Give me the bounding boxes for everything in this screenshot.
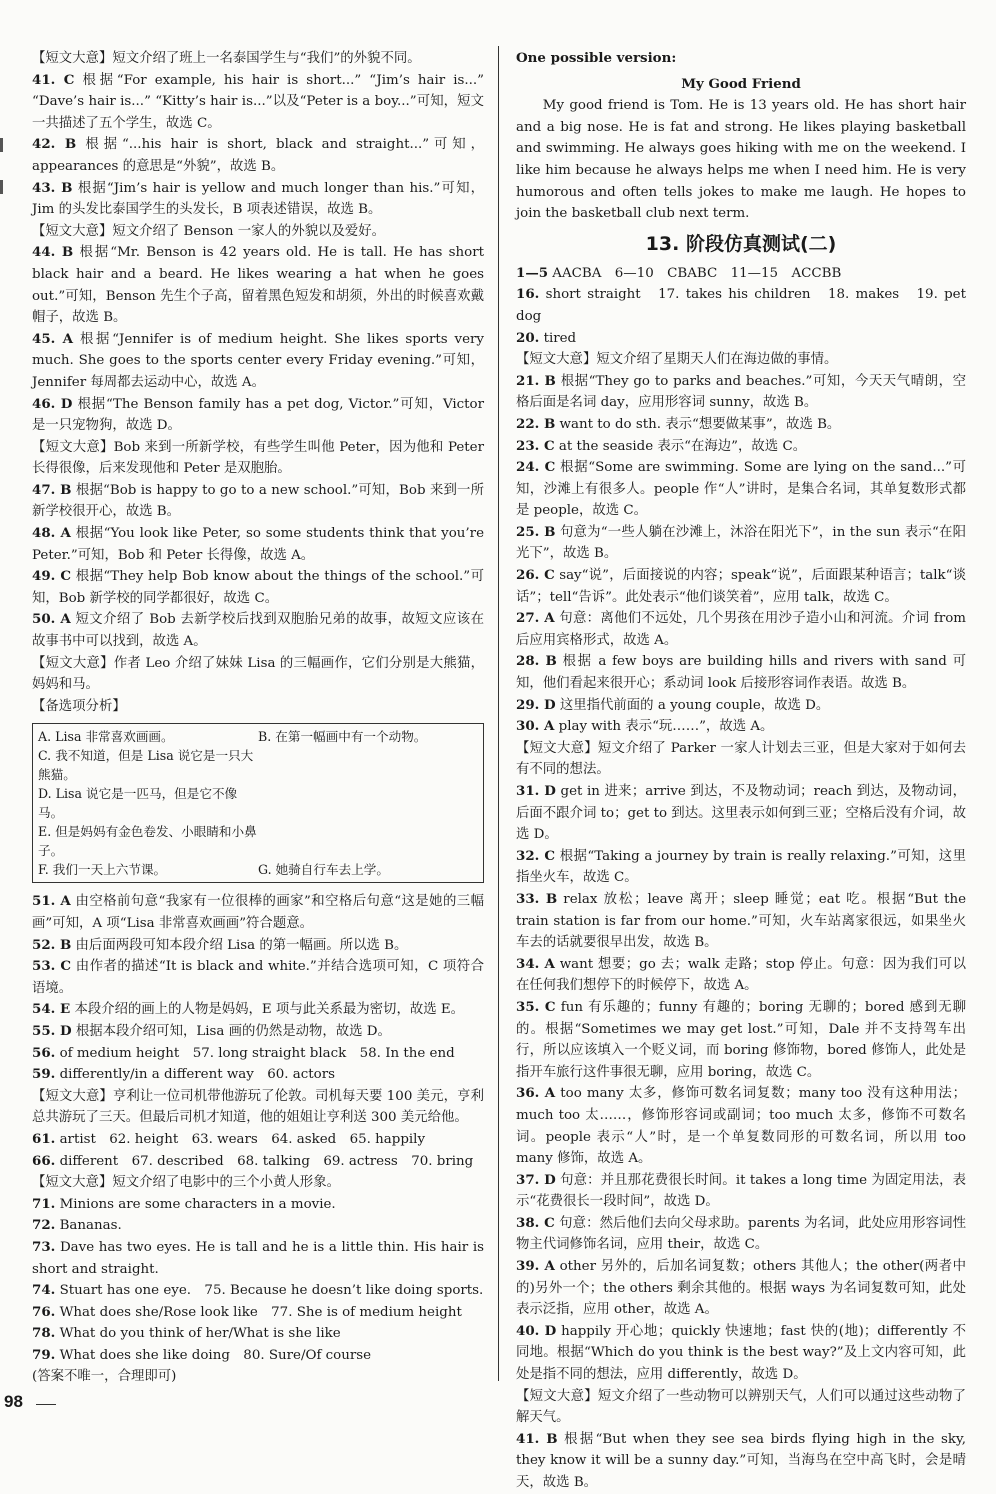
answer-number: 28. B bbox=[516, 653, 557, 670]
answer-number: 41. C bbox=[32, 71, 75, 88]
answer-text: 根据本段介绍可知，Lisa 画的仍然是动物，故选 D。 bbox=[75, 1023, 391, 1039]
answer-text: want 想要；go 去；walk 走路；stop 停止。句意：因为我们可以在任何我们想停下的时候停下，故选 A。 bbox=[516, 956, 966, 994]
answer-number: 29. D bbox=[516, 696, 556, 713]
answer-item bbox=[516, 436, 966, 458]
answer-text: 根据“Some are swimming. Some are lying on the sand...”可知，沙滩上有很多人。people 作“人”讲时，是集合名词，其单复数形式都是 people，故选 C。 bbox=[516, 460, 966, 519]
answer-number: 16. bbox=[516, 286, 540, 303]
answer-number: 45. A bbox=[32, 330, 74, 347]
page-number-line bbox=[36, 1404, 56, 1405]
answer-number: 51. A bbox=[32, 893, 71, 910]
answer-text: Dave has two eyes. He is tall and he is a little thin. His hair is short and straight. bbox=[32, 1239, 484, 1277]
option-text: F. 我们一天上六节课。 bbox=[38, 862, 167, 878]
answer-number: 74. bbox=[32, 1282, 56, 1299]
answer-item bbox=[516, 1083, 966, 1169]
section-title: 13. 阶段仿真测试(二) bbox=[645, 232, 837, 255]
answer-item bbox=[516, 1386, 966, 1429]
answer-number: 48. A bbox=[32, 525, 71, 542]
answer-text: tired bbox=[543, 330, 577, 346]
answer-text: 由空格前句意“我家有一位很棒的画家”和空格后句意“这是她的三幅画”可知，A 项“Lisa 非常喜欢画画”符合题意。 bbox=[32, 894, 484, 931]
answer-item bbox=[516, 349, 966, 371]
answer-number: 31. D bbox=[516, 783, 556, 799]
column-divider bbox=[498, 46, 499, 1381]
answer-number: 59. bbox=[32, 1066, 56, 1083]
answer-text: 根据“You look like Peter, so some students think that you’re Peter.”可知，Bob 和 Peter 长得像，故选 A。 bbox=[32, 526, 484, 563]
answer-text: 根据“The Benson family has a pet dog, Victor.”可知，Victor 是一只宠物狗，故选 D。 bbox=[32, 396, 485, 434]
answer-number: 47. B bbox=[32, 481, 72, 498]
answer-text: 由后面两段可知本段介绍 Lisa 的第一幅画。所以选 B。 bbox=[75, 937, 408, 953]
answer-text: 【短文大意】短文介绍了一些动物可以辨别天气，人们可以通过这些动物了解天气。 bbox=[516, 1388, 966, 1426]
answer-item bbox=[32, 891, 484, 934]
answer-item bbox=[32, 566, 484, 609]
answer-text: 【备选项分析】 bbox=[32, 698, 126, 714]
answer-number: 1—5 bbox=[516, 264, 549, 281]
answer-item bbox=[516, 328, 966, 350]
answer-item bbox=[516, 263, 966, 285]
option-text: E. 但是妈妈有金色卷发、小眼睛和小鼻子。 bbox=[38, 824, 257, 859]
answer-item bbox=[516, 522, 966, 565]
answer-text: Bananas. bbox=[59, 1218, 122, 1234]
answer-item bbox=[32, 437, 484, 480]
answer-number: 25. B bbox=[516, 523, 556, 540]
answer-item bbox=[32, 70, 484, 135]
answer-text: AACBA 6—10 CBABC 11—15 ACCBB bbox=[552, 265, 842, 281]
answer-item bbox=[32, 999, 484, 1021]
options-row bbox=[38, 784, 478, 822]
answer-text: happily 开心地；quickly 快速地；fast 快的(地)；differently 不同地。根据“Which do you think is the best way?”及上文内容可知，此处是指不同的想法，应用 differently，故选 D。 bbox=[516, 1323, 966, 1383]
answer-number: 56. bbox=[32, 1044, 56, 1061]
answer-item bbox=[32, 653, 484, 696]
left-column bbox=[32, 48, 484, 1388]
answer-item bbox=[516, 716, 966, 738]
answer-item bbox=[516, 565, 966, 608]
answer-text: 【短文大意】短文介绍了 Parker 一家人计划去三亚，但是大家对于如何去有不同的想法。 bbox=[516, 740, 966, 778]
answer-text: Minions are some characters in a movie. bbox=[59, 1196, 336, 1212]
answer-number: 54. E bbox=[32, 1001, 71, 1018]
answer-item bbox=[32, 1021, 484, 1043]
answer-number: 38. C bbox=[516, 1214, 555, 1231]
essay-title: My Good Friend bbox=[681, 75, 801, 92]
answer-text: 【短文大意】Bob 来到一所新学校，有些学生叫他 Peter，因为他和 Peter 长得很像，后来发现他和 Peter 是双胞胎。 bbox=[32, 439, 484, 477]
answer-text: 根据“For example, his hair is short...” “Jim’s hair is...” “Dave’s hair is...” “Kitty’s hair is...”以及“Peter is a boy...”可知，短文一共描述了五个学生，故选 C。 bbox=[32, 72, 485, 131]
answer-item bbox=[32, 1064, 484, 1086]
options-row bbox=[38, 727, 478, 746]
options-box bbox=[32, 723, 484, 883]
answer-number: 46. D bbox=[32, 395, 73, 412]
option-text: C. 我不知道，但是 Lisa 说它是一只大熊猫。 bbox=[38, 748, 254, 783]
answer-text: 【短文大意】短文介绍了 Benson 一家人的外貌以及爱好。 bbox=[32, 223, 386, 239]
answer-number: 79. bbox=[32, 1346, 56, 1363]
answer-text: What does she like doing 80. Sure/Of course bbox=[59, 1347, 372, 1363]
answer-number: 35. C bbox=[516, 998, 556, 1015]
answer-text: (答案不唯一，合理即可) bbox=[32, 1369, 177, 1385]
answer-list-2 bbox=[32, 891, 484, 1388]
answer-text: relax 放松；leave 离开；sleep 睡觉；eat 吃。根据“But the train station is far from our home.”可知，火车站离家很远，如果坐火车去的话就要很早出发，故选 B。 bbox=[516, 891, 967, 951]
answer-item bbox=[32, 242, 484, 328]
answer-text: 根据“Bob is happy to go to a new school.”可知，Bob 来到一所新学校很开心，故选 B。 bbox=[32, 482, 485, 520]
essay-body: My good friend is Tom. He is 13 years old. He has short hair and a big nose. He is fat and strong. He likes playing basketball and swimming. He always goes hiking with me on the weekend. I like him because he always helps me when I need him. He is very humorous and often tells jokes to make me laugh. He hopes to join the basketball club next term. bbox=[516, 98, 966, 222]
answer-item bbox=[32, 1215, 484, 1237]
answer-item bbox=[32, 1151, 484, 1173]
option-text bbox=[258, 822, 478, 860]
answer-number: 22. B bbox=[516, 415, 556, 432]
answer-number: 26. C bbox=[516, 567, 555, 584]
answer-text: Stuart has one eye. 75. Because he doesn’t like doing sports. bbox=[59, 1283, 484, 1299]
answer-item bbox=[32, 1172, 484, 1194]
answer-item bbox=[32, 1086, 484, 1129]
answer-number: 78. bbox=[32, 1325, 56, 1342]
answer-number: 72. bbox=[32, 1217, 56, 1234]
answer-list-1 bbox=[32, 48, 484, 717]
answer-text: 句意为“一些人躺在沙滩上，沐浴在阳光下”，in the sun 表示“在阳光下”，故选 B。 bbox=[516, 524, 966, 562]
answer-number: 71. bbox=[32, 1195, 56, 1212]
answer-number: 37. D bbox=[516, 1171, 556, 1188]
option-text: G. 她骑自行车去上学。 bbox=[258, 862, 389, 878]
answer-item bbox=[516, 1321, 966, 1386]
answer-item bbox=[516, 954, 966, 997]
option-text: B. 在第一幅画中有一个动物。 bbox=[258, 729, 427, 745]
answer-number: 27. A bbox=[516, 610, 555, 627]
answer-list-3 bbox=[516, 263, 966, 1494]
answer-text: 句意：然后他们去向父母求助。parents 为名词，此处应用形容词性物主代词修饰名词，应用 their，故选 C。 bbox=[516, 1215, 967, 1253]
answer-text: 根据“They help Bob know about the things of the school.”可知，Bob 新学校的同学都很好，故选 C。 bbox=[32, 569, 484, 606]
answer-item bbox=[32, 48, 484, 70]
answer-text: artist 62. height 63. wears 64. asked 65. happily bbox=[59, 1131, 426, 1147]
answer-number: 32. C bbox=[516, 847, 556, 864]
answer-text: 根据“...his hair is short, black and straight...”可知，appearances 的意思是“外貌”，故选 B。 bbox=[32, 137, 484, 174]
answer-number: 55. D bbox=[32, 1022, 72, 1039]
answer-text: say“说”，后面接说的内容；speak“说”，后面跟某种语言；talk“谈话”；tell“告诉”。此处表示“他们谈笑着”，应用 talk，故选 C。 bbox=[516, 568, 966, 605]
answer-text: What do you think of her/What is she like bbox=[59, 1326, 341, 1342]
answer-number: 23. C bbox=[516, 437, 555, 454]
answer-item bbox=[32, 1323, 484, 1345]
answer-item bbox=[32, 1129, 484, 1151]
answer-item bbox=[32, 956, 484, 999]
answer-item bbox=[32, 696, 484, 718]
answer-text: fun 有乐趣的；funny 有趣的；boring 无聊的；bored 感到无聊的。根据“Sometimes we may get lost.”可知，Dale 并不支持驾车出行，所以应该填入一个贬义词，而 boring 修饰物，bored 修饰人，此处是指开车旅行这件事很无聊，应用 boring，故选 C。 bbox=[516, 999, 966, 1080]
answer-text: 【短文大意】短文介绍了班上一名泰国学生与“我们”的外貌不同。 bbox=[32, 51, 421, 66]
answer-number: 36. A bbox=[516, 1085, 556, 1102]
answer-text: 根据“Jim’s hair is yellow and much longer than his.”可知，Jim 的头发比泰国学生的头发长，B 项表述错误，故选 B。 bbox=[32, 180, 484, 218]
answer-text: 由作者的描述“It is black and white.”并结合选项可知，C 项符合语境。 bbox=[32, 959, 484, 996]
answer-item bbox=[32, 1043, 484, 1065]
answer-item bbox=[32, 329, 484, 394]
answer-item bbox=[516, 1256, 966, 1321]
answer-number: 42. B bbox=[32, 136, 77, 153]
answer-number: 34. A bbox=[516, 955, 555, 972]
answer-item bbox=[516, 1213, 966, 1256]
answer-item bbox=[516, 997, 966, 1083]
answer-item bbox=[516, 1429, 966, 1494]
answer-text: 根据“They go to parks and beaches.”可知，今天天气晴朗，空格后面是名词 day，应用形容词 sunny，故选 B。 bbox=[516, 373, 967, 411]
answer-text: 根据 a few boys are building hills and rivers with sand 可知，他们看起来很开心；系动词 look 后接形容词作表语。故选 B。 bbox=[516, 654, 967, 692]
answer-item bbox=[32, 1280, 484, 1302]
answer-text: different 67. described 68. talking 69. actress 70. bring bbox=[59, 1153, 474, 1169]
answer-item bbox=[32, 1194, 484, 1216]
answer-text: 【短文大意】亨利让一位司机带他游玩了伦敦。司机每天要 100 美元，亨利总共游玩了三天。但最后司机才知道，他的姐姐让亨利送 300 美元给他。 bbox=[32, 1088, 484, 1126]
answer-item bbox=[516, 781, 966, 846]
answer-text: 根据“Jennifer is of medium height. She likes sports very much. She goes to the sports center every Friday evening.”可知，Jennifer 每周都去运动中心，故选 A。 bbox=[32, 331, 484, 390]
answer-text: too many 太多，修饰可数名词复数；many too 没有这种用法；much too 太……，修饰形容词或副词；too much 太多，修饰不可数名词。people 表示“人”时，是一个单复数同形的可数名词，所以用 too many 修饰，故选 A。 bbox=[516, 1086, 966, 1167]
answer-number: 41. B bbox=[516, 1430, 558, 1447]
answer-text: What does she/Rose look like 77. She is of medium height bbox=[59, 1304, 462, 1320]
answer-item bbox=[516, 608, 966, 651]
answer-text: 根据“Taking a journey by train is really relaxing.”可知，这里指坐火车，故选 C。 bbox=[516, 848, 966, 886]
answer-text: 这里指代前面的 a young couple，故选 D。 bbox=[559, 697, 830, 713]
answer-item bbox=[32, 134, 484, 177]
answer-number: 43. B bbox=[32, 179, 73, 196]
answer-text: 根据“But when they see sea birds flying high in the sky, they know it will be a sunny day.”可知，当海鸟在空中高飞时，会是晴天，故选 B。 bbox=[516, 1431, 966, 1490]
answer-item bbox=[32, 1302, 484, 1324]
answer-item bbox=[516, 738, 966, 781]
answer-number: 52. B bbox=[32, 936, 72, 953]
answer-number: 49. C bbox=[32, 568, 72, 585]
answer-text: 【短文大意】短文介绍了电影中的三个小黄人形象。 bbox=[32, 1175, 340, 1191]
right-column bbox=[516, 48, 966, 1494]
answer-number: 73. bbox=[32, 1238, 56, 1255]
answer-number: 30. A bbox=[516, 718, 555, 735]
answer-text: 句意：并且那花费很长时间。it takes a long time 为固定用法，表示“花费很长一段时间”，故选 D。 bbox=[516, 1172, 966, 1210]
option-text: D. Lisa 说它是一匹马，但是它不像马。 bbox=[38, 786, 238, 821]
answer-text: other 另外的，后加名词复数；others 其他人；the other(两者中的)另外一个；the others 剩余其他的。根据 ways 为名词复数可知，此处表示泛指，应用 other，故选 A。 bbox=[516, 1259, 966, 1318]
answer-text: 【短文大意】作者 Leo 介绍了妹妹 Lisa 的三幅画作，它们分别是大熊猫，妈妈和马。 bbox=[32, 655, 484, 693]
answer-item bbox=[516, 1170, 966, 1213]
answer-item bbox=[32, 609, 484, 652]
answer-item bbox=[32, 178, 484, 221]
answer-number: 21. B bbox=[516, 372, 556, 389]
answer-text: differently/in a different way 60. actors bbox=[59, 1067, 335, 1083]
answer-item bbox=[32, 394, 484, 437]
answer-item bbox=[516, 846, 966, 889]
answer-text: 句意：离他们不远处，几个男孩在用沙子造小山和河流。介词 from 后应用宾格形式，故选 A。 bbox=[516, 611, 966, 648]
answer-number: 44. B bbox=[32, 244, 74, 261]
answer-text: 根据“Mr. Benson is 42 years old. He is tall. He has short black hair and a beard. He likes wearing a hat when he goes out.”可知，Benson 先生个子高，留着黑色短发和胡须，外出的时候喜欢戴帽子，故选 B。 bbox=[32, 245, 484, 326]
answer-text: play with 表示“玩……”，故选 A。 bbox=[558, 719, 774, 735]
page-number: 98 bbox=[4, 1392, 23, 1411]
answer-item bbox=[516, 651, 966, 694]
answer-number: 33. B bbox=[516, 890, 558, 907]
answer-item bbox=[516, 457, 966, 522]
option-text bbox=[258, 746, 478, 784]
answer-number: 39. A bbox=[516, 1258, 555, 1275]
answer-number: 61. bbox=[32, 1130, 56, 1147]
answer-number: 20. bbox=[516, 329, 540, 346]
answer-item bbox=[32, 1345, 484, 1367]
answer-item bbox=[516, 695, 966, 717]
answer-text: 本段介绍的画上的人物是妈妈，E 项与此关系最为密切，故选 E。 bbox=[74, 1002, 465, 1018]
options-row bbox=[38, 746, 478, 784]
answer-text: at the seaside 表示“在海边”，故选 C。 bbox=[558, 438, 807, 454]
answer-item bbox=[516, 414, 966, 436]
answer-number: 53. C bbox=[32, 958, 72, 975]
answer-text: 短文介绍了 Bob 去新学校后找到双胞胎兄弟的故事，故短文应该在故事书中可以找到，故选 A。 bbox=[32, 612, 484, 650]
options-row bbox=[38, 822, 478, 860]
answer-item bbox=[32, 935, 484, 957]
answer-item bbox=[516, 889, 966, 954]
answer-item bbox=[32, 1366, 484, 1388]
answer-text: of medium height 57. long straight black 58. In the end bbox=[59, 1045, 455, 1061]
answer-text: want to do sth. 表示“想要做某事”，故选 B。 bbox=[559, 416, 841, 432]
answer-item bbox=[32, 221, 484, 243]
answer-number: 66. bbox=[32, 1152, 56, 1169]
answer-item bbox=[516, 371, 966, 414]
answer-text: 【短文大意】短文介绍了星期天人们在海边做的事情。 bbox=[516, 352, 838, 368]
answer-item bbox=[516, 284, 966, 327]
option-text bbox=[258, 784, 478, 822]
answer-item bbox=[32, 480, 484, 523]
answer-number: 24. C bbox=[516, 459, 556, 476]
answer-text: get in 进来；arrive 到达，不及物动词；reach 到达，及物动词，后面不跟介词 to；get to 到达。这里表示如何到三亚；空格后没有介词，故选 D。 bbox=[516, 784, 966, 843]
answer-number: 50. A bbox=[32, 611, 71, 628]
essay-heading: One possible version: bbox=[516, 50, 677, 66]
options-row bbox=[38, 860, 478, 879]
answer-number: 76. bbox=[32, 1303, 56, 1320]
answer-item bbox=[32, 1237, 484, 1280]
answer-text: short straight 17. takes his children 18. makes 19. pet dog bbox=[516, 287, 966, 324]
option-text: A. Lisa 非常喜欢画画。 bbox=[38, 729, 174, 745]
answer-item bbox=[32, 523, 484, 566]
answer-number: 40. D bbox=[516, 1322, 557, 1339]
